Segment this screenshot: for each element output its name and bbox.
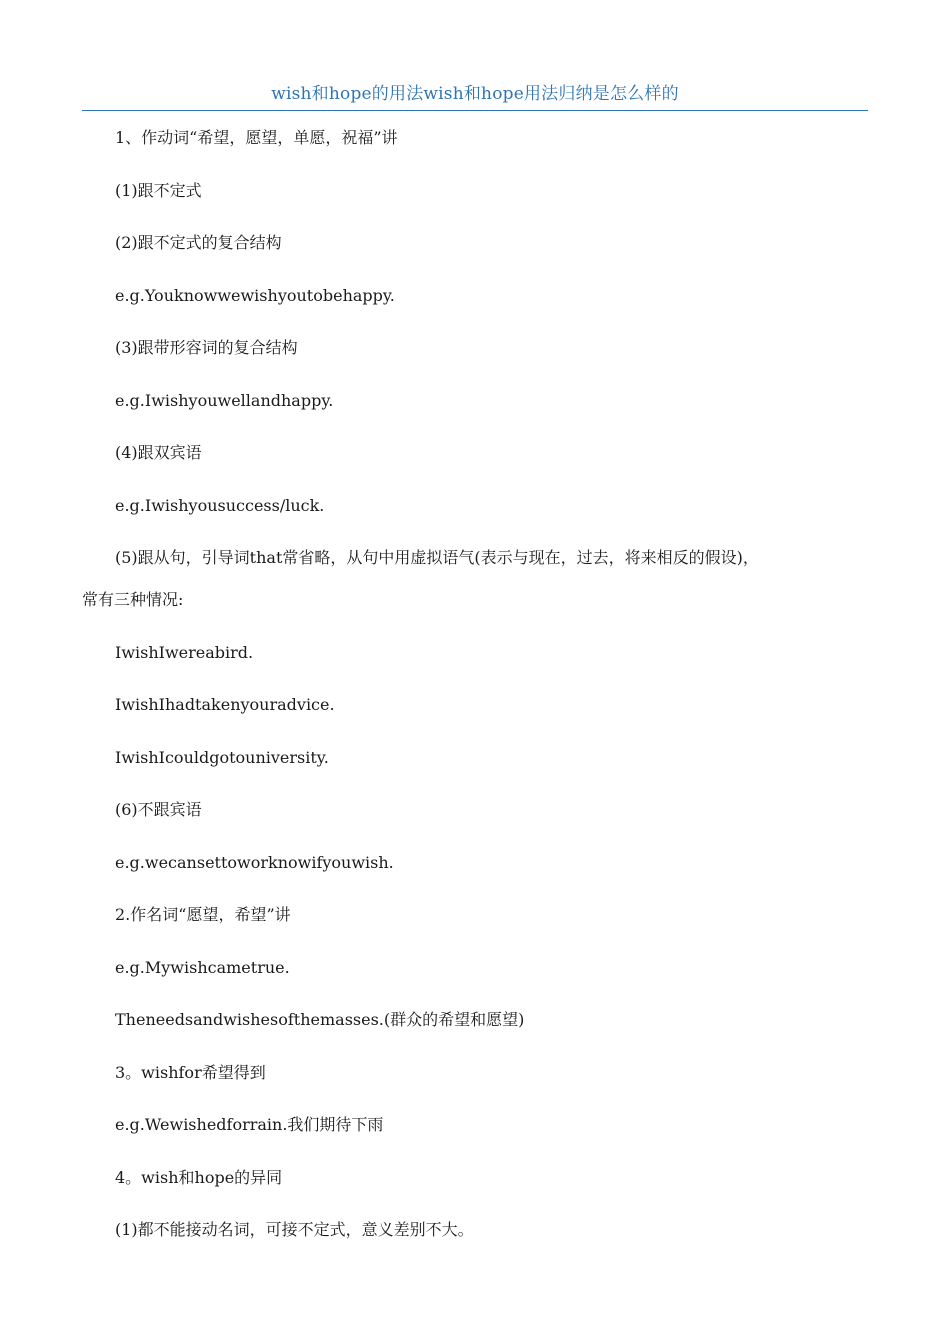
paragraph-section-4-heading: 4。wish和hope的异同	[115, 1167, 283, 1187]
paragraph-example: e.g.Iwishyousuccess/luck.	[115, 495, 325, 515]
paragraph-example: e.g.Iwishyouwellandhappy.	[115, 390, 334, 410]
paragraph-item-6: (6)不跟宾语	[115, 800, 202, 819]
paragraph-item-5-continued: 常有三种情况:	[82, 590, 184, 609]
paragraph-example: IwishIwereabird.	[115, 642, 254, 662]
paragraph-item-1: (1)都不能接动名词，可接不定式，意义差别不大。	[115, 1220, 474, 1239]
paragraph-section-2-heading: 2.作名词“愿望，希望”讲	[115, 905, 291, 924]
paragraph-example: e.g.wecansettoworknowifyouwish.	[115, 852, 394, 872]
page-title: wish和hope的用法wish和hope用法归纳是怎么样的	[271, 84, 679, 104]
document-body	[82, 124, 868, 1269]
paragraph-section-1-heading: 1、作动词“希望，愿望，单愿，祝福”讲	[115, 128, 398, 147]
page-header	[82, 82, 868, 111]
paragraph-item-5: (5)跟从句，引导词that常省略，从句中用虚拟语气(表示与现在，过去，将来相反的假设)，	[115, 548, 759, 567]
paragraph-example: IwishIhadtakenyouradvice.	[115, 695, 335, 714]
paragraph-example: e.g.Mywishcametrue.	[115, 957, 290, 977]
paragraph-section-3-heading: 3。wishfor希望得到	[115, 1062, 266, 1082]
paragraph-example: IwishIcouldgotouniversity.	[115, 747, 329, 767]
paragraph-example: Theneedsandwishesofthemasses.(群众的希望和愿望)	[115, 1010, 525, 1029]
paragraph-example: e.g.Wewishedforrain.我们期待下雨	[115, 1115, 384, 1134]
paragraph-item-1: (1)跟不定式	[115, 180, 202, 200]
paragraph-item-3: (3)跟带形容词的复合结构	[115, 338, 298, 357]
paragraph-example: e.g.Youknowwewishyoutobehappy.	[115, 285, 395, 305]
paragraph-item-4: (4)跟双宾语	[115, 443, 202, 462]
paragraph-item-2: (2)跟不定式的复合结构	[115, 233, 282, 252]
